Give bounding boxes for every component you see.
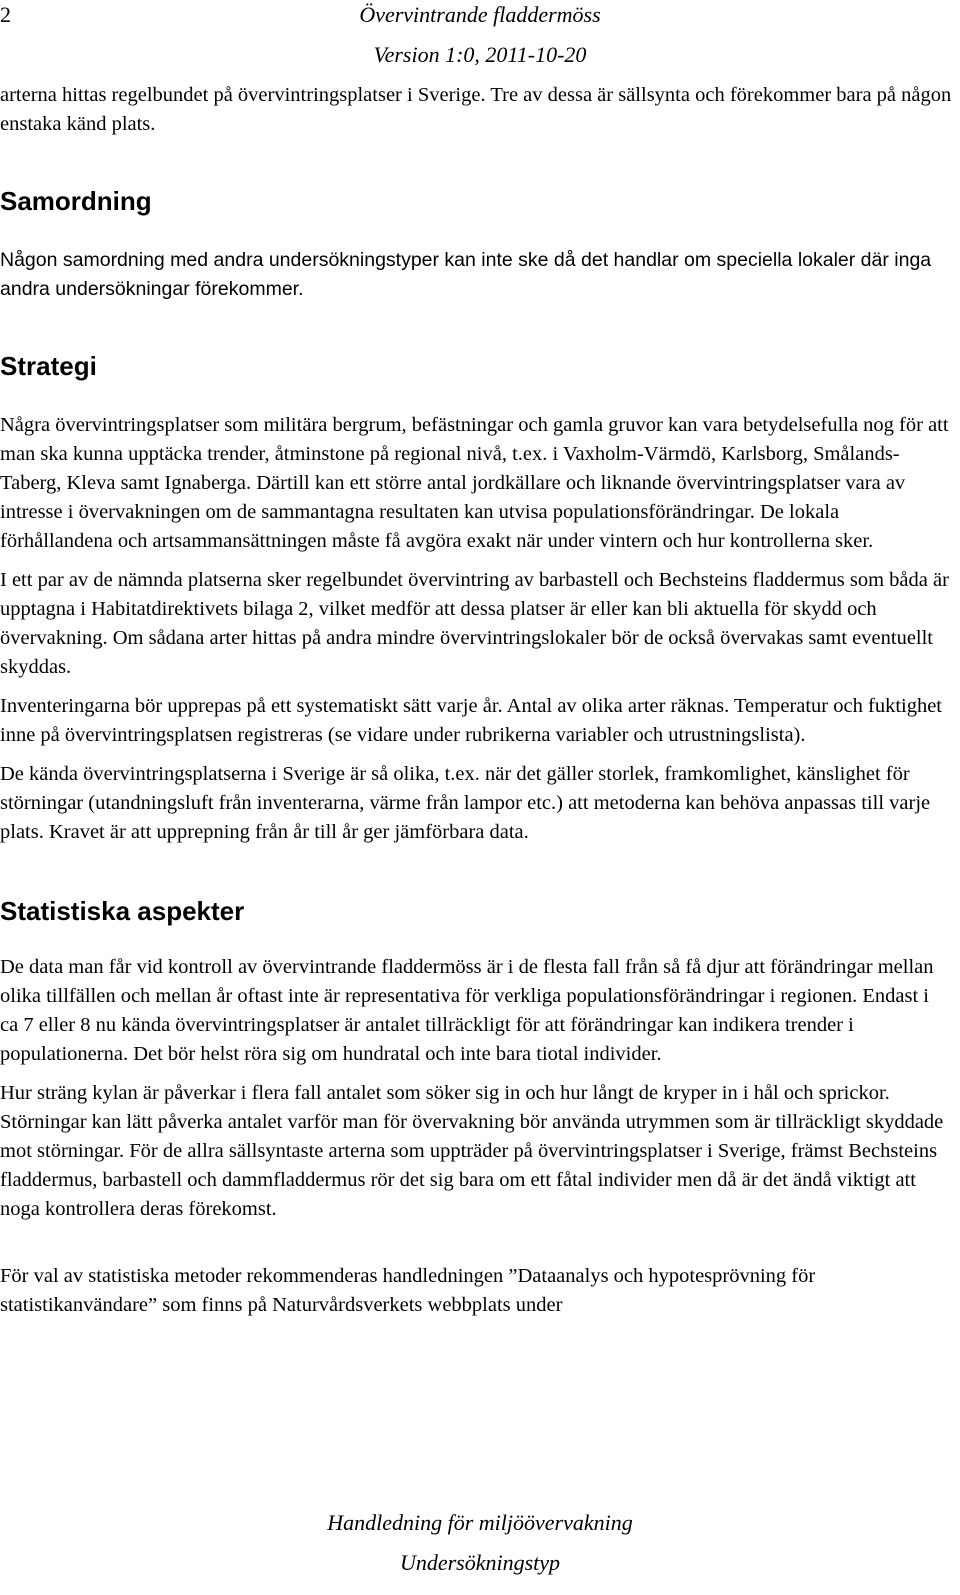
document-version: Version 1:0, 2011-10-20 bbox=[373, 42, 587, 67]
strategi-paragraph-4: De kända övervintringsplatserna i Sverige är så olika, t.ex. när det gäller storlek, framkomlighet, känslighet för störningar (utandningsluft från inventerarna, värme från lampor etc.) att metoderna kan behöva anpassas till varje plats. Kravet är att upprepning från år till år ger jämförbara data. bbox=[0, 763, 931, 843]
intro-paragraph: arterna hittas regelbundet på övervintringsplatser i Sverige. Tre av dessa är sällsynta och förekommer bara på någon enstaka känd plats. bbox=[0, 84, 952, 135]
section-heading-statistiska-aspekter: Statistiska aspekter bbox=[0, 896, 245, 926]
footer-title: Handledning för miljöövervakning bbox=[327, 1510, 633, 1535]
document-body bbox=[0, 81, 952, 1320]
footer-subtitle: Undersökningstyp bbox=[399, 1550, 561, 1575]
samordning-paragraph: Någon samordning med andra undersökningstyper kan inte ske då det handlar om speciella lokaler där inga andra undersökningar förekommer. bbox=[0, 249, 932, 300]
page-number: 2 bbox=[0, 2, 11, 27]
strategi-paragraph-3: Inventeringarna bör upprepas på ett systematiskt sätt varje år. Antal av olika arter räknas. Temperatur och fuktighet inne på övervintringsplatsen registreras (se vidare under rubrikerna variabler och utrustningslista). bbox=[0, 695, 942, 746]
strategi-paragraph-2: I ett par av de nämnda platserna sker regelbundet övervintring av barbastell och Bechsteins fladdermus som båda är upptagna i Habitatdirektivets bilaga 2, vilket medför att dessa platser är eller kan bli aktuella för skydd och övervakning. Om sådana arter hittas på andra mindre övervintringslokaler bör de också övervakas samt eventuellt skyddas. bbox=[0, 569, 949, 678]
strategi-paragraph-1: Några övervintringsplatser som militära bergrum, befästningar och gamla gruvor kan vara betydelsefulla nog för att man ska kunna upptäcka trender, åtminstone på regional nivå, t.ex. i Vaxholm-Värmdö, Karlsborg, Smålands-Taberg, Kleva samt Ignaberga. Därtill kan ett större antal jordkällare och liknande övervintringsplatser vara av intresse i övervakningen om de sammantagna resultaten kan utvisa populationsförändringar. De lokala förhållandena och artsammansättningen måste få avgöra exakt när under vintern och hur kontrollerna sker. bbox=[0, 414, 949, 552]
statistik-paragraph-3: För val av statistiska metoder rekommenderas handledningen ”Dataanalys och hypotesprövning för statistikanvändare” som finns på Naturvårdsverkets webbplats under bbox=[0, 1265, 816, 1316]
section-heading-samordning: Samordning bbox=[0, 186, 152, 216]
statistik-paragraph-1: De data man får vid kontroll av övervintrande fladdermöss är i de flesta fall från så få djur att förändringar mellan olika tillfällen och mellan år oftast inte är representativa för verkliga populationsförändringar i regionen. Endast i ca 7 eller 8 nu kända övervintringsplatser är antalet tillräckligt för att förändringar kan indikera trender i populationerna. Det bör helst röra sig om hundratal och inte bara tiotal individer. bbox=[0, 956, 934, 1065]
document-header-title: Övervintrande fladdermöss bbox=[359, 2, 601, 27]
statistik-paragraph-2: Hur sträng kylan är påverkar i flera fall antalet som söker sig in och hur långt de kryper in i hål och sprickor. Störningar kan lätt påverka antalet varför man för övervakning bör använda utrymmen som är tillräckligt skyddade mot störningar. För de allra sällsyntaste arterna som uppträder på övervintringsplatser i Sverige, främst Bechsteins fladdermus, barbastell och dammfladdermus rör det sig bara om ett fåtal individer men då är det ändå viktigt att noga kontrollera deras förekomst. bbox=[0, 1082, 944, 1220]
section-heading-strategi: Strategi bbox=[0, 351, 97, 381]
